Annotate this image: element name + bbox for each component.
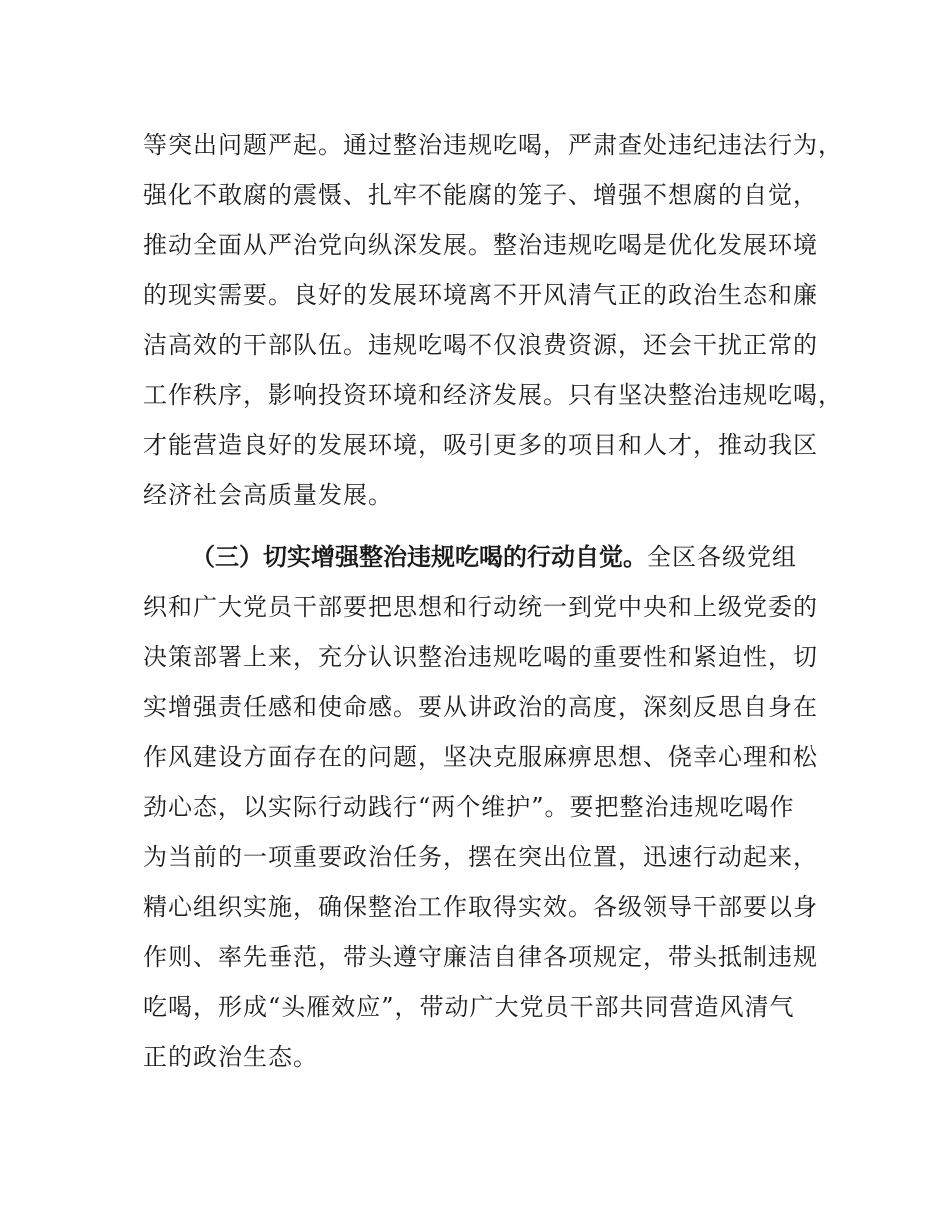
paragraph-section-three (143, 532, 823, 1082)
text-line: 推动全面从严治党向纵深发展。整治违规吃喝是优化发展环境 (143, 231, 818, 259)
text-line: 经济社会高质量发展。 (143, 481, 393, 509)
text-line: 吃喝，形成“头雁效应”，带动广大党员干部共同营造风清气 (143, 993, 795, 1021)
text-line: 工作秩序，影响投资环境和经济发展。只有坚决整治违规吃喝， (143, 381, 843, 409)
text-line: 作风建设方面存在的问题，坚决克服麻痹思想、侥幸心理和松 (143, 743, 818, 771)
text-line: 作则、率先垂范，带头遵守廉洁自律各项规定，带头抵制违规 (143, 943, 818, 971)
text-line: 为当前的一项重要政治任务，摆在突出位置，迅速行动起来， (143, 843, 818, 871)
paragraph-continuation (143, 120, 843, 520)
text-line: 才能营造良好的发展环境，吸引更多的项目和人才，推动我区 (143, 431, 818, 459)
text-line: 劲心态，以实际行动践行“两个维护”。要把整治违规吃喝作 (143, 793, 795, 821)
text-line: 织和广大党员干部要把思想和行动统一到党中央和上级党委的 (143, 593, 818, 621)
text-line: 精心组织实施，确保整治工作取得实效。各级领导干部要以身 (143, 893, 818, 921)
text-line: 洁高效的干部队伍。违规吃喝不仅浪费资源，还会干扰正常的 (143, 331, 818, 359)
first-line-text: 全区各级党组 (647, 543, 797, 571)
section-heading: （三）切实增强整治违规吃喝的行动自觉。 (191, 543, 647, 571)
text-line: 等突出问题严起。通过整治违规吃喝，严肃查处违纪违法行为， (143, 131, 843, 159)
text-line: 正的政治生态。 (143, 1043, 318, 1071)
text-line: 的现实需要。良好的发展环境离不开风清气正的政治生态和廉 (143, 281, 818, 309)
text-line: 实增强责任感和使命感。要从讲政治的高度，深刻反思自身在 (143, 693, 818, 721)
text-line: 强化不敢腐的震慑、扎牢不能腐的笼子、增强不想腐的自觉， (143, 181, 818, 209)
first-line (143, 532, 823, 582)
text-line: 决策部署上来，充分认识整治违规吃喝的重要性和紧迫性，切 (143, 643, 818, 671)
